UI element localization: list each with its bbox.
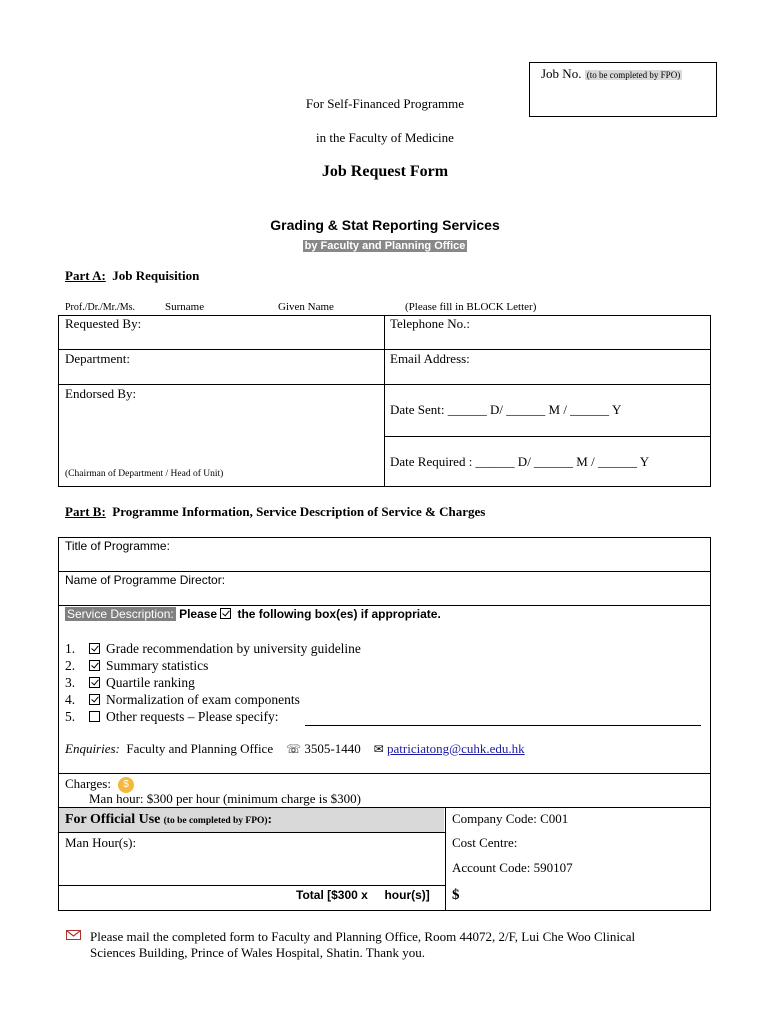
- email-field[interactable]: Email Address:: [390, 351, 470, 366]
- enquiries-row: [65, 741, 525, 757]
- department-field[interactable]: Department:: [65, 351, 130, 366]
- dollar-badge-icon: $: [118, 777, 134, 793]
- item-number: 2.: [65, 658, 76, 673]
- charges-detail: Man hour: $300 per hour (minimum charge is $300): [89, 791, 361, 806]
- header-line1: For Self-Financed Programme: [305, 96, 465, 111]
- item-text: Summary statistics: [106, 658, 209, 673]
- part-b-title: Programme Information, Service Description of Service & Charges: [112, 504, 486, 519]
- part-a-heading: [65, 268, 199, 284]
- item-text: Grade recommendation by university guideline: [106, 641, 361, 656]
- service-item: [65, 708, 278, 725]
- email-icon: ✉: [373, 742, 384, 756]
- cost-centre-field[interactable]: Cost Centre:: [452, 835, 518, 850]
- form-title: Job Request Form: [321, 163, 449, 180]
- enquiries-phone: 3505-1440: [304, 741, 361, 756]
- service-instruction-post: the following box(es) if appropriate.: [237, 607, 441, 621]
- account-code: Account Code: 590107: [452, 860, 573, 875]
- man-hours-field[interactable]: Man Hour(s):: [65, 835, 137, 850]
- service-checkbox-5[interactable]: [89, 711, 100, 722]
- item-number: 3.: [65, 675, 76, 690]
- item-text: Other requests – Please specify:: [106, 709, 279, 724]
- enquiries-office: Faculty and Planning Office: [126, 741, 274, 756]
- footer-line2: Sciences Building, Prince of Wales Hospital, Shatin. Thank you.: [90, 945, 425, 960]
- job-number-label: [541, 66, 682, 82]
- company-code: Company Code: C001: [452, 811, 569, 826]
- item-number: 1.: [65, 641, 76, 656]
- part-a-label: Part A:: [65, 268, 106, 283]
- service-description-label: Service Description:: [67, 607, 174, 621]
- date-sent-field[interactable]: Date Sent: ______ D/ ______ M / ______ Y: [390, 402, 622, 417]
- subtitle-by: by Faculty and Planning Office: [304, 240, 466, 252]
- block-letter-hint: (Please fill in BLOCK Letter): [405, 301, 537, 313]
- header-line2: in the Faculty of Medicine: [316, 130, 454, 145]
- total-label: Total [$300 x hour(s)]: [296, 888, 430, 902]
- official-colon: :: [267, 811, 272, 826]
- service-description-row: [65, 607, 441, 621]
- service-checkbox-1[interactable]: [89, 643, 100, 654]
- item-number: 4.: [65, 692, 76, 707]
- form-subtitle: Grading & Stat Reporting Services: [270, 217, 500, 233]
- charges-label: Charges:: [65, 776, 111, 791]
- service-checkbox-2[interactable]: [89, 660, 100, 671]
- fpo-note: (to be completed by FPO): [586, 70, 681, 80]
- official-title-text: For Official Use: [65, 812, 161, 827]
- service-checkbox-4[interactable]: [89, 694, 100, 705]
- service-instruction-pre: Please: [179, 607, 218, 621]
- enquiries-email-link[interactable]: patriciatong@cuhk.edu.hk: [387, 741, 525, 756]
- service-item: [65, 674, 195, 691]
- mail-icon: [66, 930, 81, 940]
- service-item: [65, 657, 208, 674]
- subtitle-by-wrap: [0, 236, 770, 254]
- programme-director-field[interactable]: Name of Programme Director:: [65, 573, 226, 587]
- telephone-field[interactable]: Telephone No.:: [390, 316, 470, 331]
- service-item: [65, 691, 300, 708]
- service-item: [65, 640, 361, 657]
- chairman-note: (Chairman of Department / Head of Unit): [65, 469, 224, 479]
- job-number-text: Job No.: [541, 66, 582, 81]
- service-checkbox-3[interactable]: [89, 677, 100, 688]
- other-request-line[interactable]: [305, 725, 701, 726]
- item-text: Quartile ranking: [106, 675, 195, 690]
- item-number: 5.: [65, 709, 76, 724]
- part-a-title: Job Requisition: [112, 268, 200, 283]
- requested-by-field[interactable]: Requested By:: [65, 316, 142, 331]
- part-b-label: Part B:: [65, 504, 106, 519]
- footer-line1: Please mail the completed form to Faculty and Planning Office, Room 44072, 2/F, Lui Che Woo Clinical: [90, 929, 636, 944]
- date-required-field[interactable]: Date Required : ______ D/ ______ M / ______ Y: [390, 454, 650, 469]
- endorsed-by-field[interactable]: Endorsed By:: [65, 386, 137, 401]
- name-hint-given: Given Name: [278, 301, 334, 313]
- title-of-programme-field[interactable]: Title of Programme:: [65, 539, 170, 553]
- name-hint-surname: Surname: [165, 301, 205, 313]
- checkbox-icon: [220, 608, 231, 619]
- enquiries-label: Enquiries:: [65, 741, 120, 756]
- name-hint-prefix: Prof./Dr./Mr./Ms.: [65, 302, 136, 313]
- part-b-heading: [65, 504, 485, 520]
- official-note: (to be completed by FPO): [163, 816, 268, 826]
- official-use-title: [65, 811, 272, 828]
- phone-icon: ☏: [286, 742, 302, 756]
- total-dollar[interactable]: $: [452, 887, 460, 903]
- item-text: Normalization of exam components: [106, 692, 300, 707]
